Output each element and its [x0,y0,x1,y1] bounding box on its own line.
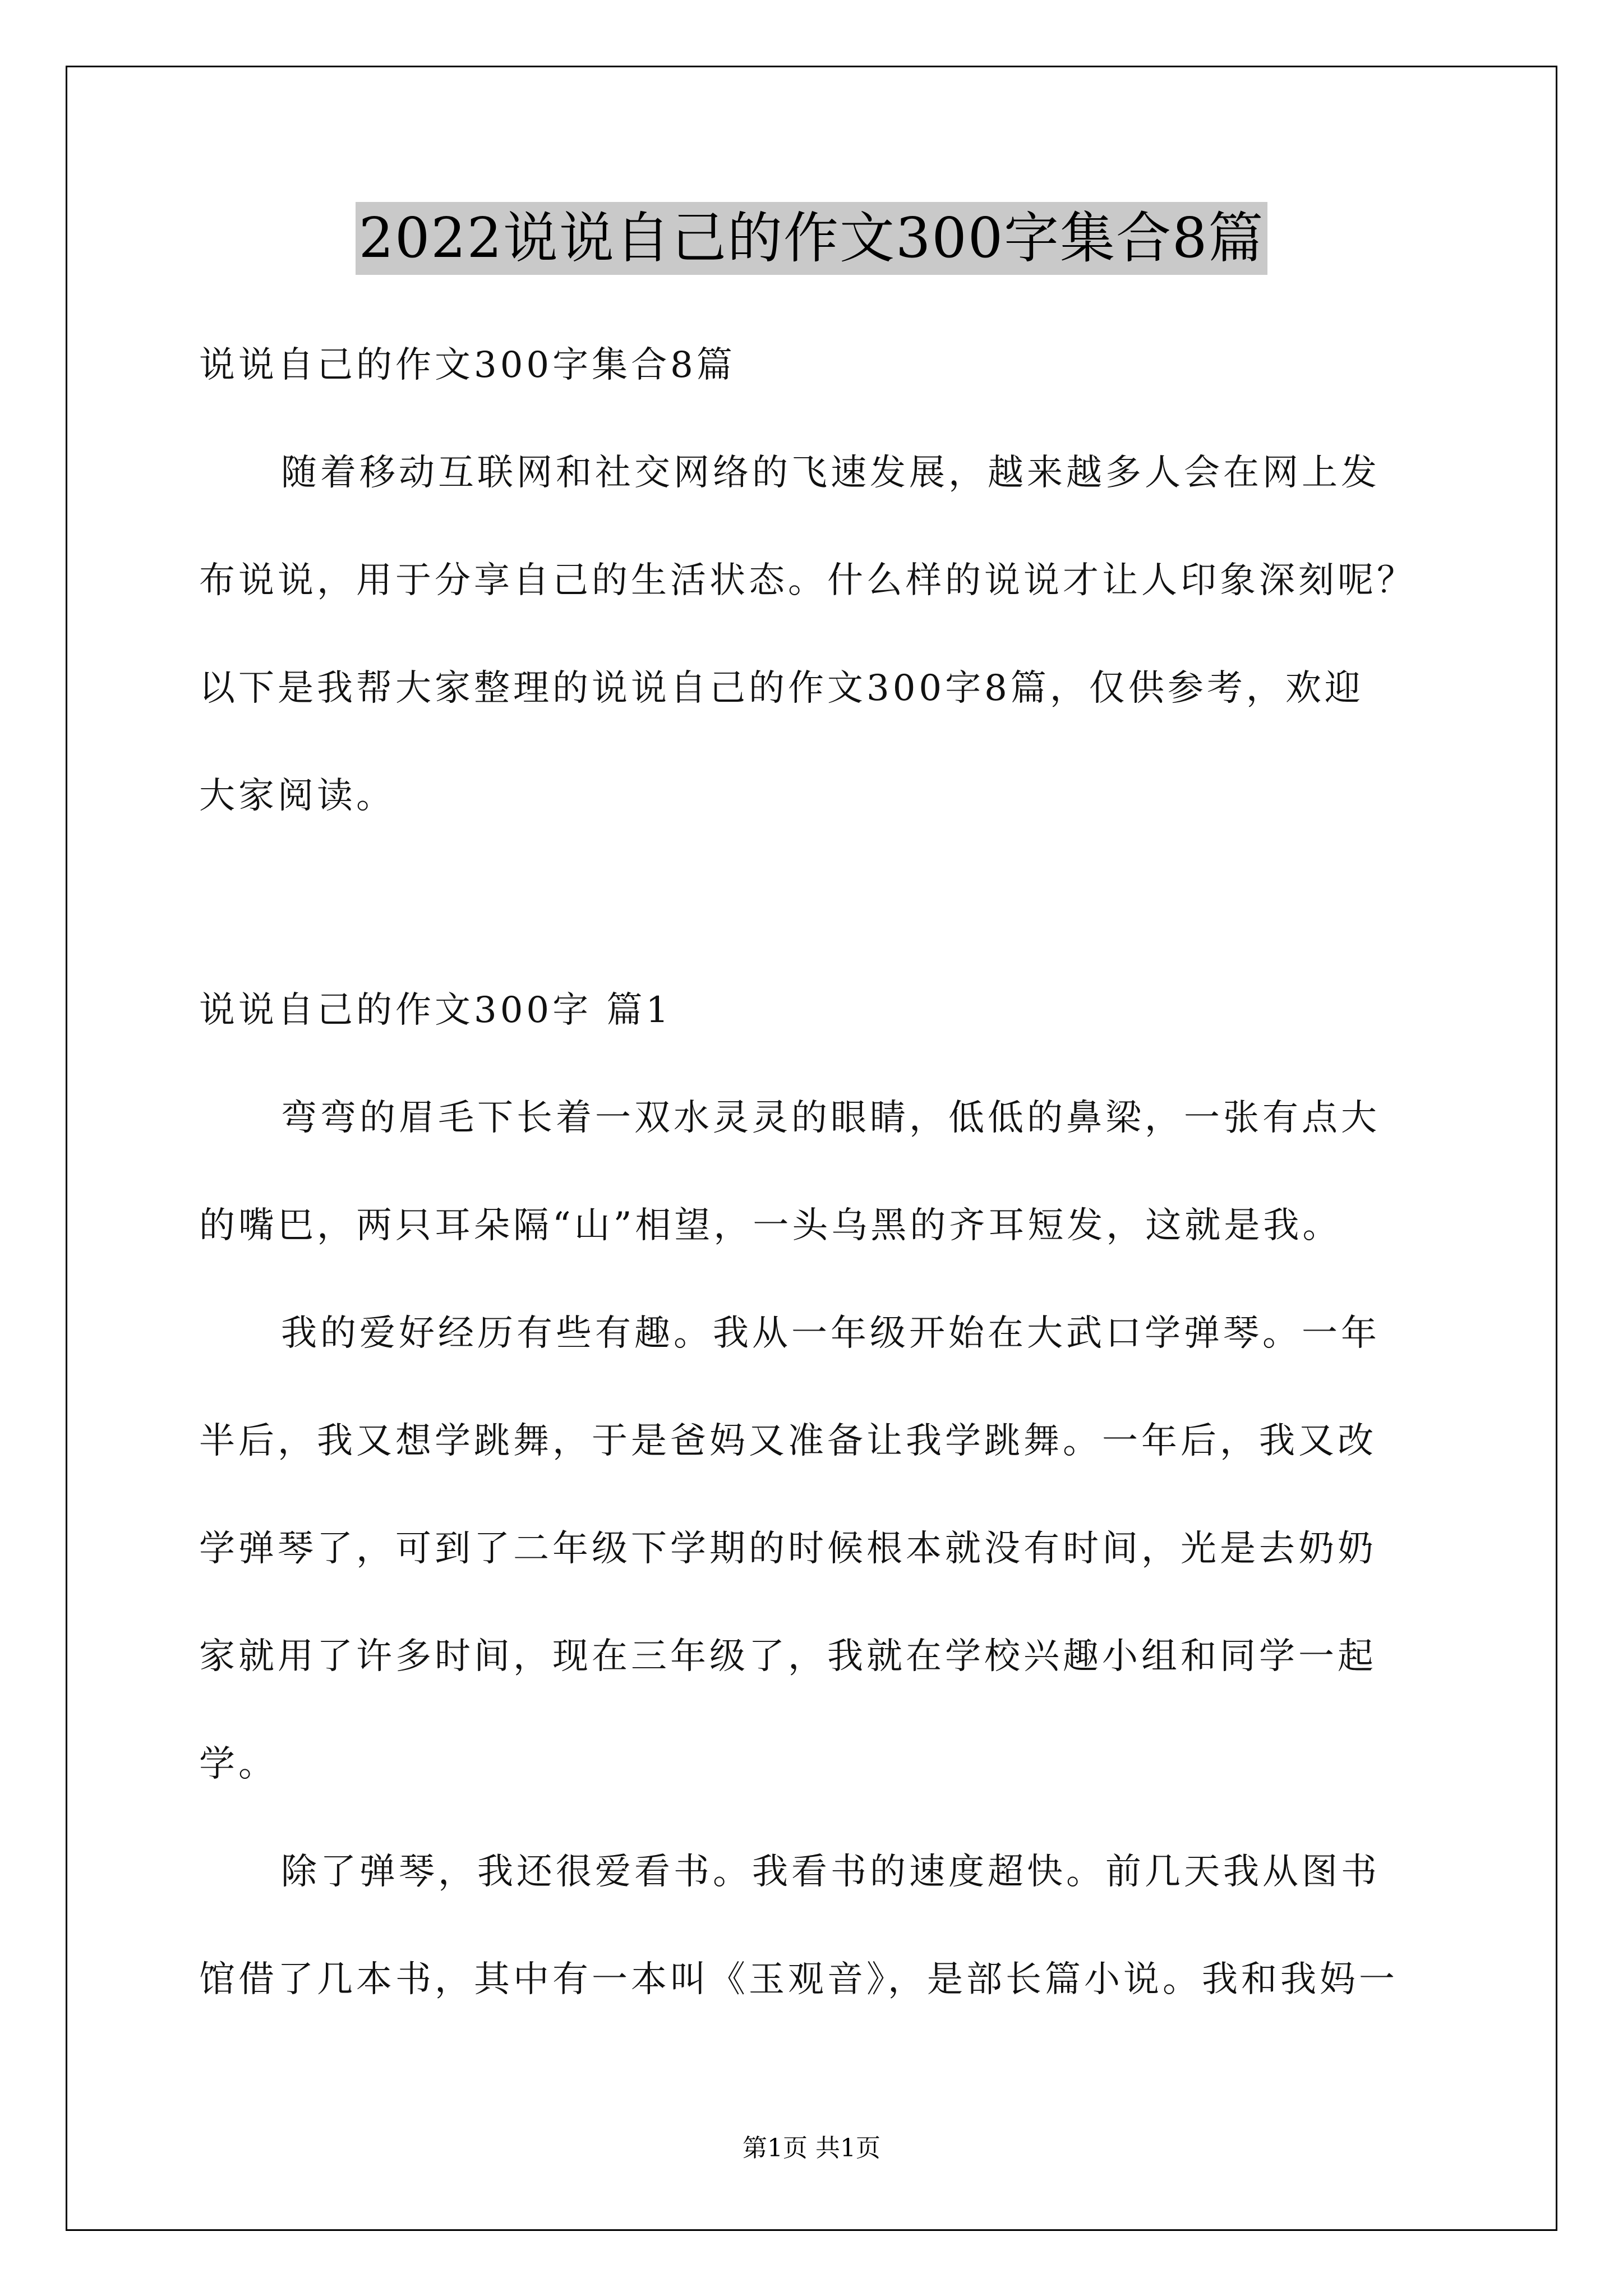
document-body [199,311,1433,2033]
body-line-5: 学弹琴了，可到了二年级下学期的时候根本就没有时间，光是去奶奶 [199,1528,1377,1570]
intro-line-1: 随着移动互联网和社交网络的飞速发展，越来越多人会在网上发 [281,452,1380,494]
body-line-1: 弯弯的眉毛下长着一双水灵灵的眼睛，低低的鼻梁，一张有点大 [281,1097,1380,1139]
intro-line-4: 大家阅读。 [199,775,395,817]
body-line-6: 家就用了许多时间，现在三年级了，我就在学校兴趣小组和同学一起 [199,1636,1377,1677]
page-footer: 第1页 共1页 [743,2134,880,2162]
body-line-3: 我的爱好经历有些有趣。我从一年级开始在大武口学弹琴。一年 [281,1313,1380,1354]
body-line-4: 半后，我又想学跳舞，于是爸妈又准备让我学跳舞。一年后，我又改 [199,1420,1377,1462]
title-container [0,202,1623,275]
intro-line-2: 布说说，用于分享自己的生活状态。什么样的说说才让人印象深刻呢？ [199,560,1416,601]
body-line-8: 除了弹琴，我还很爱看书。我看书的速度超快。前几天我从图书 [281,1851,1380,1893]
document-title: 2022说说自己的作文300字集合8篇 [356,202,1268,275]
paragraph-gap [199,850,1433,956]
body-line-9: 馆借了几本书，其中有一本叫《玉观音》，是部长篇小说。我和我妈一 [199,1959,1398,2000]
section-heading: 说说自己的作文300字 篇1 [199,990,672,1031]
body-line-7: 学。 [199,1743,278,1785]
body-line-2: 的嘴巴，两只耳朵隔“山”相望，一头乌黑的齐耳短发，这就是我。 [199,1205,1342,1246]
intro-line-3: 以下是我帮大家整理的说说自己的作文300字8篇，仅供参考，欢迎 [199,668,1364,709]
document-subtitle: 说说自己的作文300字集合8篇 [199,344,736,386]
